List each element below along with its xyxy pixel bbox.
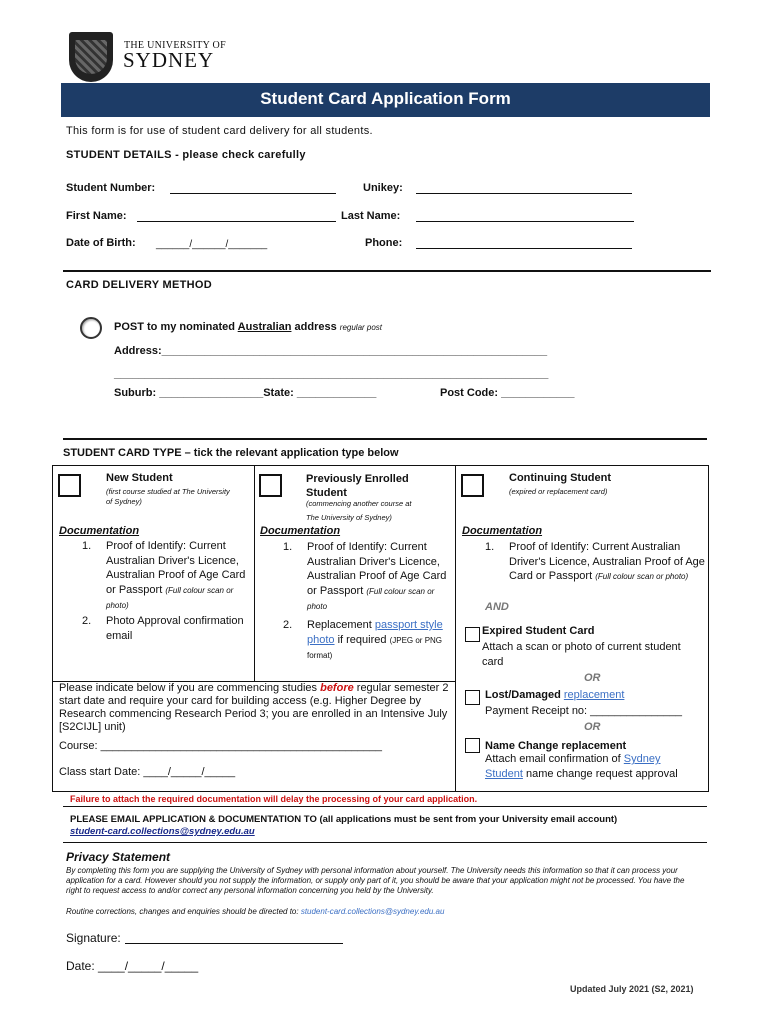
student-number-field[interactable] xyxy=(170,193,336,194)
first-name-field[interactable] xyxy=(137,221,336,222)
new-doc-list xyxy=(82,539,252,643)
new-student-subtitle: (first course studied at The University of Sydney) xyxy=(106,487,230,506)
class-start-date-field[interactable]: Class start Date: ____/_____/_____ xyxy=(59,766,236,778)
privacy-heading: Privacy Statement xyxy=(66,850,171,864)
last-name-field[interactable] xyxy=(416,221,634,222)
card-type-heading: STUDENT CARD TYPE – tick the relevant application type below xyxy=(63,447,399,459)
name-change-checkbox[interactable] xyxy=(465,738,480,753)
divider xyxy=(63,270,711,272)
or-label: OR xyxy=(584,721,601,733)
student-details-heading: STUDENT DETAILS - please check carefully xyxy=(66,149,306,161)
name-change-title: Name Change replacement xyxy=(485,740,627,752)
card-delivery-heading: CARD DELIVERY METHOD xyxy=(66,279,212,291)
postcode-field[interactable]: Post Code: ____________ xyxy=(440,387,575,399)
new-student-title: New Student xyxy=(106,472,173,484)
last-name-label: Last Name: xyxy=(341,210,401,222)
address-line2-field[interactable]: _______________________________________________________________________ xyxy=(114,368,549,380)
expired-card-checkbox[interactable] xyxy=(465,627,480,642)
divider xyxy=(63,806,707,807)
phone-label: Phone: xyxy=(365,237,403,249)
lost-damaged-title: Lost/Damaged replacement xyxy=(485,689,625,701)
unikey-label: Unikey: xyxy=(363,182,403,194)
email-instruction: PLEASE EMAIL APPLICATION & DOCUMENTATION TO (all applications must be sent from your University email account) xyxy=(70,814,618,825)
first-name-label: First Name: xyxy=(66,210,127,222)
continuing-student-title: Continuing Student xyxy=(509,472,612,484)
page-title: Student Card Application Form xyxy=(260,89,511,108)
prev-documentation-heading: Documentation xyxy=(260,525,341,537)
signature-field[interactable] xyxy=(125,943,343,944)
post-radio[interactable] xyxy=(80,317,102,339)
address-field[interactable]: Address:_______________________________________________________________ xyxy=(114,345,548,357)
list-item: 1. Proof of Identify: Current Australian Driver's Licence, Australian Proof of Age Card or Passport (Full colour scan or photo xyxy=(283,541,447,612)
commencing-note: Please indicate below if you are commencing studies before regular semester 2 start date and require your card for building access (e.g. Higher Degree by Research commencing Research Period 3; you are enrolled in an Intensive July [S2CIJL] unit) xyxy=(59,682,449,733)
list-item: 2. Photo Approval confirmation email xyxy=(82,614,244,642)
phone-field[interactable] xyxy=(416,248,632,249)
name-change-text: Attach email confirmation of Sydney Student name change request approval xyxy=(485,753,678,780)
university-crest-icon xyxy=(69,32,113,82)
expired-card-title: Expired Student Card xyxy=(482,625,595,637)
privacy-text: By completing this form you are supplying the University of Sydney with personal information about yourself. The University needs this information so that it can process your application for a card. However should you not supply the information, or supply only part of it, you should be aware that your application might not be processed. You have the right to request access to and/or correct any personal information concerning you held by the University. xyxy=(66,866,685,895)
replacement-link[interactable]: replacement xyxy=(563,689,625,701)
submission-email-link[interactable]: student-card.collections@sydney.edu.au xyxy=(70,826,255,837)
cont-doc-list xyxy=(485,540,705,585)
lost-damaged-checkbox[interactable] xyxy=(465,690,480,705)
list-item: 2. Replacement passport style photo if required (JPEG or PNG format) xyxy=(283,618,443,661)
unikey-field[interactable] xyxy=(416,193,632,194)
list-item: 1. Proof of Identify: Current Australian Driver's Licence, Australian Proof of Age Card or Passport (Full colour scan or photo) xyxy=(82,540,246,611)
previously-enrolled-subtitle-1: (commencing another course at xyxy=(306,499,412,508)
dob-field[interactable]: ______/______/_______ xyxy=(156,239,268,250)
privacy-routine: Routine corrections, changes and enquiries should be directed to: student-card.collections@sydney.edu.au xyxy=(66,907,445,916)
previously-enrolled-checkbox[interactable] xyxy=(259,474,282,497)
signature-label: Signature: xyxy=(66,931,121,945)
divider xyxy=(63,438,707,440)
previously-enrolled-title: Previously Enrolled Student xyxy=(306,473,409,499)
payment-receipt-field[interactable]: Payment Receipt no: _______________ xyxy=(485,705,682,717)
updated-note: Updated July 2021 (S2, 2021) xyxy=(570,984,694,994)
date-field[interactable]: Date: ____/_____/_____ xyxy=(66,959,199,973)
dob-label: Date of Birth: xyxy=(66,237,136,249)
list-item: 1. Proof of Identify: Current Australian Driver's Licence, Australian Proof of Age Card or Passport (Full colour scan or photo) xyxy=(485,541,705,583)
post-option-label: POST to my nominated Australian address regular post xyxy=(114,321,383,333)
passport-photo-link[interactable]: passport style photo xyxy=(307,618,443,646)
continuing-student-subtitle: (expired or replacement card) xyxy=(509,487,608,496)
divider xyxy=(63,842,707,843)
new-student-checkbox[interactable] xyxy=(58,474,81,497)
and-label: AND xyxy=(485,601,509,613)
intro-text: This form is for use of student card delivery for all students. xyxy=(66,125,373,137)
enquiries-email-link[interactable]: student-card.collections@sydney.edu.au xyxy=(300,907,445,916)
expired-card-text: Attach a scan or photo of current student card xyxy=(482,641,681,668)
student-number-label: Student Number: xyxy=(66,182,156,194)
new-documentation-heading: Documentation xyxy=(59,525,140,537)
prev-doc-list xyxy=(283,540,453,664)
previously-enrolled-subtitle-2: The University of Sydney) xyxy=(306,513,392,522)
continuing-student-checkbox[interactable] xyxy=(461,474,484,497)
logo-line1: THE UNIVERSITY OF xyxy=(124,40,226,51)
cont-documentation-heading: Documentation xyxy=(462,525,543,537)
course-field[interactable]: Course: ______________________________________________ xyxy=(59,740,382,752)
warning-text: Failure to attach the required documentation will delay the processing of your card application. xyxy=(70,794,478,804)
sydney-student-link[interactable]: Sydney Student xyxy=(485,753,661,780)
column-divider xyxy=(455,465,456,792)
logo-line2: SYDNEY xyxy=(123,48,215,72)
suburb-state-field[interactable]: Suburb: _________________State: _____________ xyxy=(114,387,377,399)
column-divider xyxy=(254,465,255,681)
or-label: OR xyxy=(584,672,601,684)
